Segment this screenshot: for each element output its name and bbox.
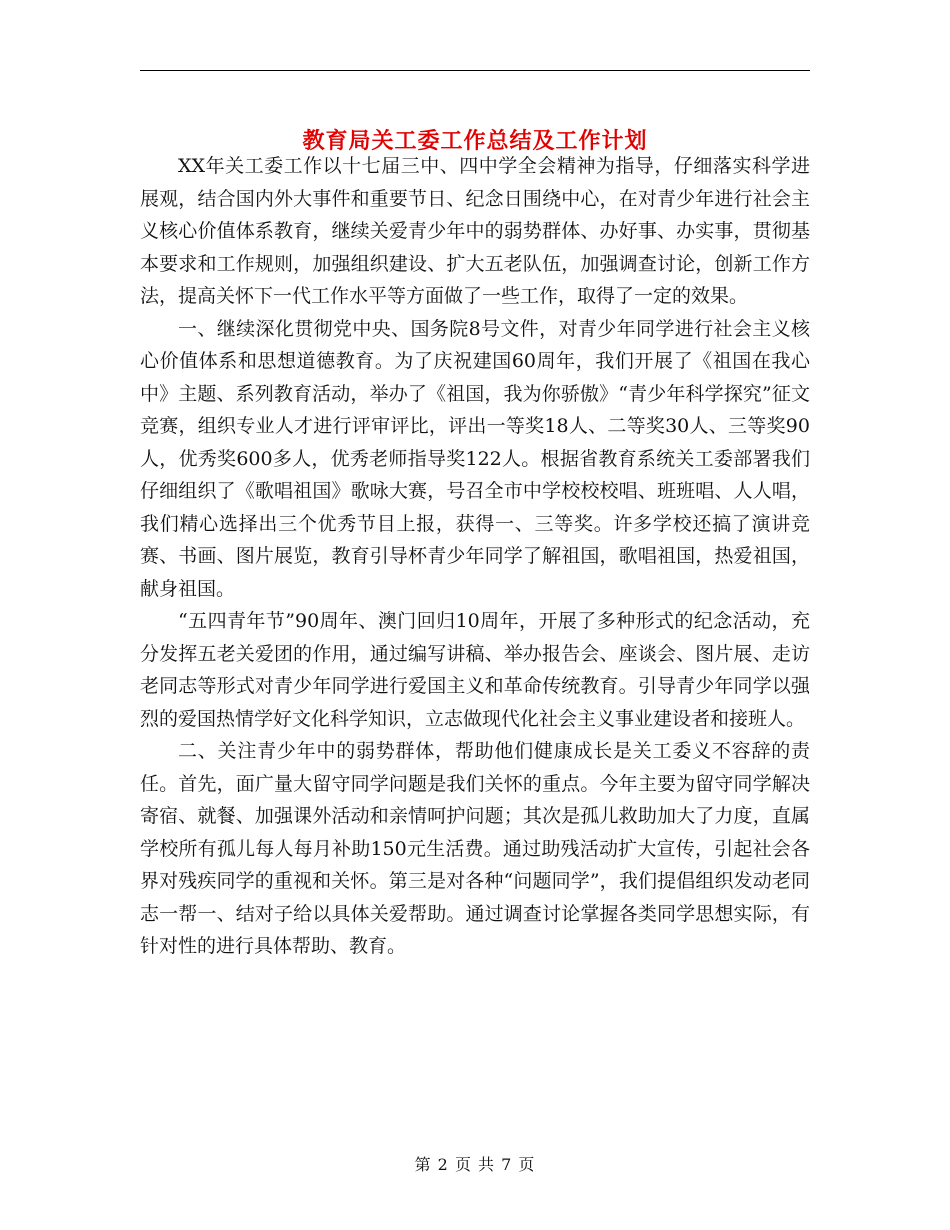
paragraph-section-two: 二、关注青少年中的弱势群体，帮助他们健康成长是关工委义不容辞的责任。首先，面广量大留守同学问题是我们关怀的重点。今年主要为留守同学解决寄宿、就餐、加强课外活动和亲情呵护问题；其次是孤儿救助加大了力度，直属学校所有孤儿每人每月补助150元生活费。通过助残活动扩大宣传，引起社会各界对残疾同学的重视和关怀。第三是对各种“问题同学”，我们提倡组织发动老同志一帮一、结对子给以具体关爱帮助。通过调查讨论掌握各类同学思想实际，有针对性的进行具体帮助、教育。 bbox=[140, 740, 810, 957]
header-rule bbox=[140, 70, 810, 71]
paragraph-youth-day: “五四青年节”90周年、澳门回归10周年，开展了多种形式的纪念活动，充分发挥五老关爱团的作用，通过编写讲稿、举办报告会、座谈会、图片展、走访老同志等形式对青少年同学进行爱国主义和革命传统教育。引导青少年同学以强烈的爱国热情学好文化科学知识，立志做现代化社会主义事业建设者和接班人。 bbox=[140, 610, 810, 730]
paragraph-intro: XX年关工委工作以十七届三中、四中学全会精神为指导，仔细落实科学进展观，结合国内外大事件和重要节日、纪念日围绕中心，在对青少年进行社会主义核心价值体系教育，继续关爱青少年中的弱势群体、办好事、办实事，贯彻基本要求和工作规则，加强组织建设、扩大五老队伍，加强调查讨论，创新工作方法，提高关怀下一代工作水平等方面做了一些工作，取得了一定的效果。 bbox=[140, 155, 810, 307]
document-body bbox=[140, 150, 810, 963]
document-title: 教育局关工委工作总结及工作计划 bbox=[302, 127, 648, 154]
paragraph-section-one: 一、继续深化贯彻党中央、国务院8号文件，对青少年同学进行社会主义核心价值体系和思想道德教育。为了庆祝建国60周年，我们开展了《祖国在我心中》主题、系列教育活动，举办了《祖国，我为你骄傲》“青少年科学探究”征文竞赛，组织专业人才进行评审评比，评出一等奖18人、二等奖30人、三等奖90人，优秀奖600多人，优秀老师指导奖122人。根据省教育系统关工委部署我们仔细组织了《歌唱祖国》歌咏大赛，号召全市中学校校校唱、班班唱、人人唱，我们精心选择出三个优秀节目上报，获得一、三等奖。许多学校还搞了演讲竞赛、书画、图片展览，教育引导杯青少年同学了解祖国，歌唱祖国，热爱祖国，献身祖国。 bbox=[140, 317, 810, 600]
page-number: 第 2 页 共 7 页 bbox=[414, 1155, 536, 1174]
